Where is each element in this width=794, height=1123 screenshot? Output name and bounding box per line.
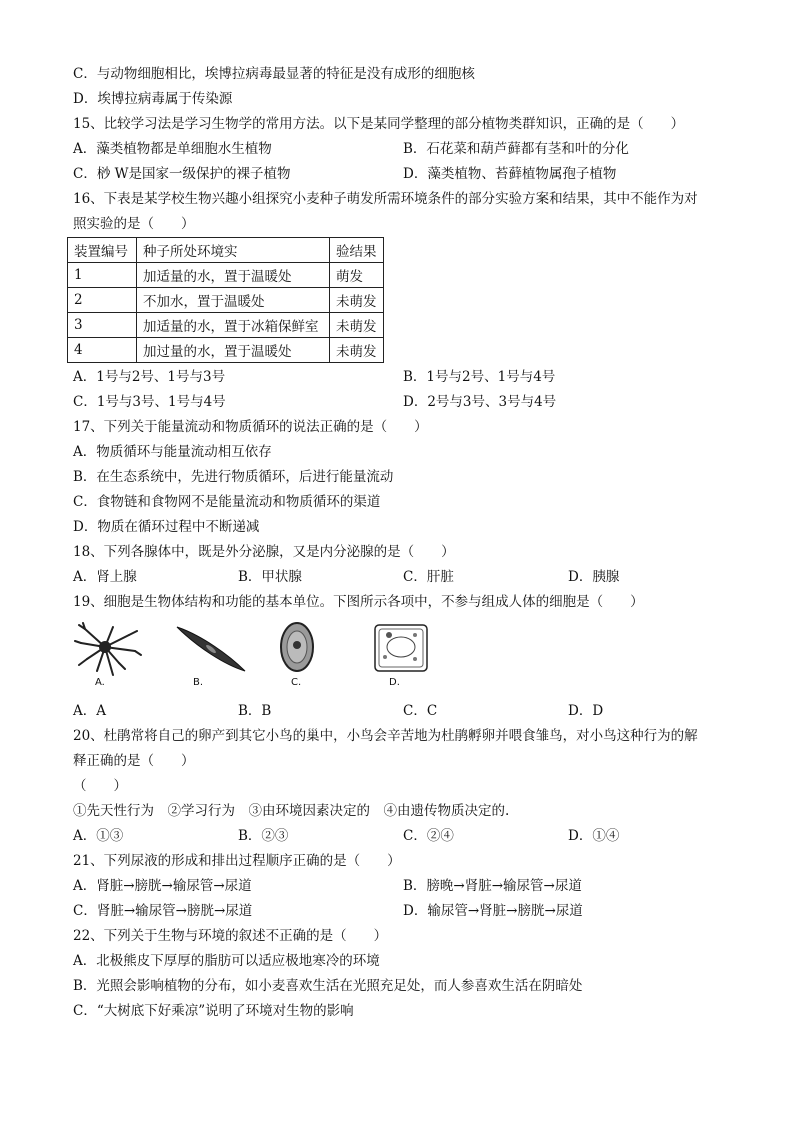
q15-option-a: A．藻类植物都是单细胞水生植物 (73, 141, 272, 157)
round-cell-icon (269, 621, 329, 677)
q20-option-a: A．①③ (73, 828, 124, 844)
experiment-table (67, 237, 384, 363)
q21-option-d: D．输尿管→肾脏→膀胱→尿道 (403, 903, 583, 919)
table-header-cell: 装置编号 (68, 238, 137, 263)
q18-option-c: C．肝脏 (403, 569, 454, 585)
table-header-cell: 验结果 (330, 238, 384, 263)
table-cell: 未萌发 (330, 338, 384, 363)
q16-stem-line2: 照实验的是（ ） (73, 216, 195, 232)
table-header-cell: 种子所处环境实 (137, 238, 330, 263)
q15-option-c: C．桫 W是国家一级保护的裸子植物 (73, 166, 291, 182)
figure-d-plant (367, 621, 465, 691)
q22-option-c: C．“大树底下好乘凉”说明了环境对生物的影响 (73, 1003, 354, 1019)
table-cell: 加适量的水，置于冰箱保鲜室 (137, 313, 330, 338)
q19-stem: 19、细胞是生物体结构和功能的基本单位。下图所示各项中，不参与组成人体的细胞是（ ） (73, 594, 644, 610)
q15-option-d: D．藻类植物、苔藓植物属孢子植物 (403, 166, 617, 182)
table-cell: 未萌发 (330, 313, 384, 338)
q22-option-a: A．北极熊皮下厚厚的脂肪可以适应极地寒冷的环境 (73, 953, 380, 969)
q22-stem: 22、下列关于生物与环境的叙述不正确的是（ ） (73, 928, 388, 944)
q20-options (73, 824, 733, 849)
table-row (68, 288, 384, 313)
q16-option-a: A．1号与2号、1号与3号 (73, 369, 226, 385)
table-row (68, 338, 384, 363)
q20-stem-line1: 20、杜鹃常将自己的卵产到其它小鸟的巢中，小鸟会辛苦地为杜鹃孵卵并喂食雏鸟，对小鸟这种行为的解 (73, 728, 698, 744)
q19-option-c: C．C (403, 703, 438, 719)
figure-b-label: B. (193, 677, 204, 688)
q19-options (73, 699, 733, 724)
q14-option-c: C．与动物细胞相比，埃博拉病毒最显著的特征是没有成形的细胞核 (73, 66, 475, 82)
q15-options-row2 (73, 162, 733, 187)
q20-option-b: B．②③ (238, 828, 289, 844)
q21-option-c: C．肾脏→输尿管→膀胱→尿道 (73, 903, 253, 919)
cell-figures (73, 621, 733, 691)
q17-option-d: D．物质在循环过程中不断递减 (73, 519, 260, 535)
table-cell: 4 (68, 338, 137, 363)
table-cell: 加适量的水，置于温暖处 (137, 263, 330, 288)
q16-option-c: C．1号与3号、1号与4号 (73, 394, 226, 410)
figure-d-label: D. (389, 677, 400, 688)
q16-stem-line1: 16、下表是某学校生物兴趣小组探究小麦种子萌发所需环境条件的部分实验方案和结果，其中不能作为对 (73, 191, 698, 207)
q16-option-d: D．2号与3号、3号与4号 (403, 394, 557, 410)
q21-options-row1 (73, 874, 733, 899)
figure-a-label: A. (95, 677, 105, 688)
q16-options-row2 (73, 390, 733, 415)
q17-option-c: C．食物链和食物网不是能量流动和物质循环的渠道 (73, 494, 381, 510)
q18-options (73, 565, 733, 590)
q19-option-a: A．A (73, 703, 106, 719)
figure-a-neuron (73, 621, 171, 691)
q20-stem-line2: 释正确的是（ ） (73, 753, 195, 769)
q19-option-b: B．B (238, 703, 272, 719)
table-cell: 3 (68, 313, 137, 338)
figure-c-label: C. (291, 677, 302, 688)
q15-option-b: B．石花菜和葫芦藓都有茎和叶的分化 (403, 141, 629, 157)
q21-option-a: A．肾脏→膀胱→输尿管→尿道 (73, 878, 252, 894)
neuron-cell-icon (73, 621, 143, 677)
table-cell: 1 (68, 263, 137, 288)
figure-b-muscle (171, 621, 269, 691)
q19-option-d: D．D (568, 703, 604, 719)
q20-stem-line3: （ ） (73, 778, 127, 794)
q16-option-b: B．1号与2号、1号与4号 (403, 369, 556, 385)
plant-cell-icon (367, 621, 437, 677)
figure-c-epithelial (269, 621, 367, 691)
q17-stem: 17、下列关于能量流动和物质循环的说法正确的是（ ） (73, 419, 428, 435)
q14-option-d: D．埃博拉病毒属于传染源 (73, 91, 233, 107)
table-cell: 萌发 (330, 263, 384, 288)
table-cell: 加过量的水，置于温暖处 (137, 338, 330, 363)
table-row (68, 263, 384, 288)
q17-option-b: B．在生态系统中，先进行物质循环，后进行能量流动 (73, 469, 394, 485)
q18-option-d: D．胰腺 (568, 569, 620, 585)
q21-stem: 21、下列尿液的形成和排出过程顺序正确的是（ ） (73, 853, 401, 869)
table-cell: 2 (68, 288, 137, 313)
q15-stem: 15、比较学习法是学习生物学的常用方法。以下是某同学整理的部分植物类群知识，正确的是（ ） (73, 116, 685, 132)
q20-option-c: C．②④ (403, 828, 454, 844)
exam-page (73, 62, 733, 1024)
q21-option-b: B．膀晚→肾脏→输尿管→尿道 (403, 878, 582, 894)
q15-options-row1 (73, 137, 733, 162)
table-cell: 不加水，置于温暖处 (137, 288, 330, 313)
table-cell: 未萌发 (330, 288, 384, 313)
muscle-cell-icon (171, 621, 251, 677)
q21-options-row2 (73, 899, 733, 924)
q22-option-b: B．光照会影响植物的分布，如小麦喜欢生活在光照充足处，而人参喜欢生活在阴暗处 (73, 978, 583, 994)
table-header-row (68, 238, 384, 263)
table-row (68, 313, 384, 338)
q20-statements: ①先天性行为 ②学习行为 ③由环境因素决定的 ④由遗传物质决定的. (73, 803, 510, 819)
q18-option-b: B．甲状腺 (238, 569, 302, 585)
q18-option-a: A．肾上腺 (73, 569, 137, 585)
q20-option-d: D．①④ (568, 828, 620, 844)
q18-stem: 18、下列各腺体中，既是外分泌腺，又是内分泌腺的是（ ） (73, 544, 455, 560)
q16-options-row1 (73, 365, 733, 390)
q17-option-a: A．物质循环与能量流动相互依存 (73, 444, 272, 460)
